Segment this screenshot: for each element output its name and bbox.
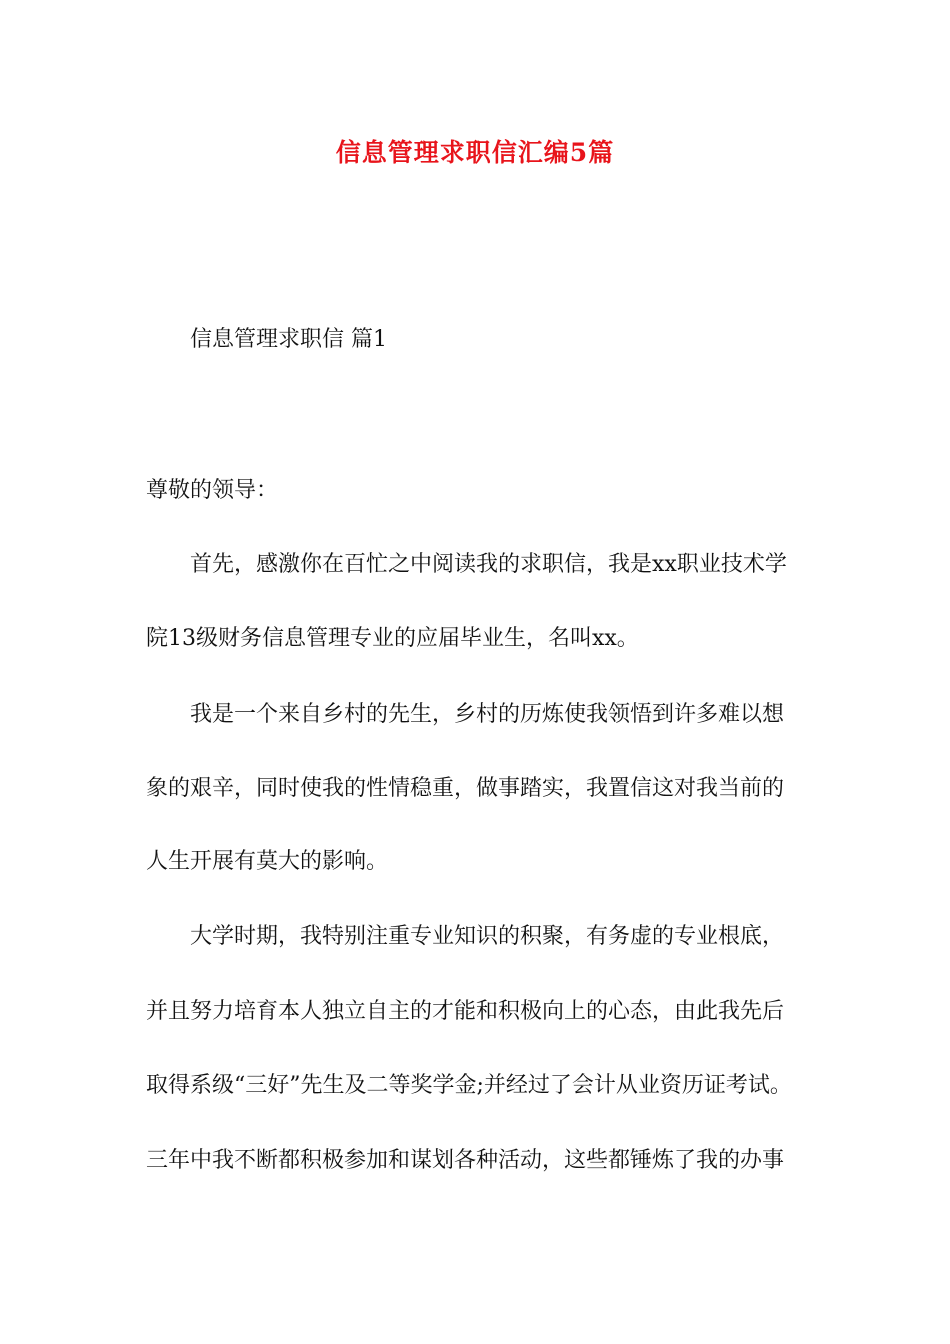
section-heading: 信息管理求职信 篇1 [190, 327, 387, 352]
paragraph-line: 我是一个来自乡村的先生，乡村的历炼使我领悟到许多难以想 [190, 702, 785, 727]
salutation: 尊敬的领导： [146, 478, 279, 503]
paragraph-line: 并且努力培育本人独立自主的才能和积极向上的心态，由此我先后 [146, 999, 785, 1024]
paragraph-line: 人生开展有莫大的影响。 [146, 849, 389, 874]
paragraph-line: 象的艰辛，同时使我的性情稳重，做事踏实，我置信这对我当前的 [146, 776, 785, 801]
paragraph-line: 三年中我不断都积极参加和谋划各种活动，这些都锤炼了我的办事 [146, 1148, 785, 1173]
paragraph-line: 大学时期，我特别注重专业知识的积聚，有务虚的专业根底， [190, 924, 785, 949]
document-title: 信息管理求职信汇编5篇 [335, 138, 615, 167]
paragraph-line: 首先，感激你在百忙之中阅读我的求职信，我是xx职业技术学 [190, 552, 787, 577]
paragraph-line: 取得系级“三好”先生及二等奖学金;并经过了会计从业资历证考试。 [146, 1073, 792, 1098]
paragraph-line: 院13级财务信息管理专业的应届毕业生，名叫xx。 [146, 626, 639, 651]
